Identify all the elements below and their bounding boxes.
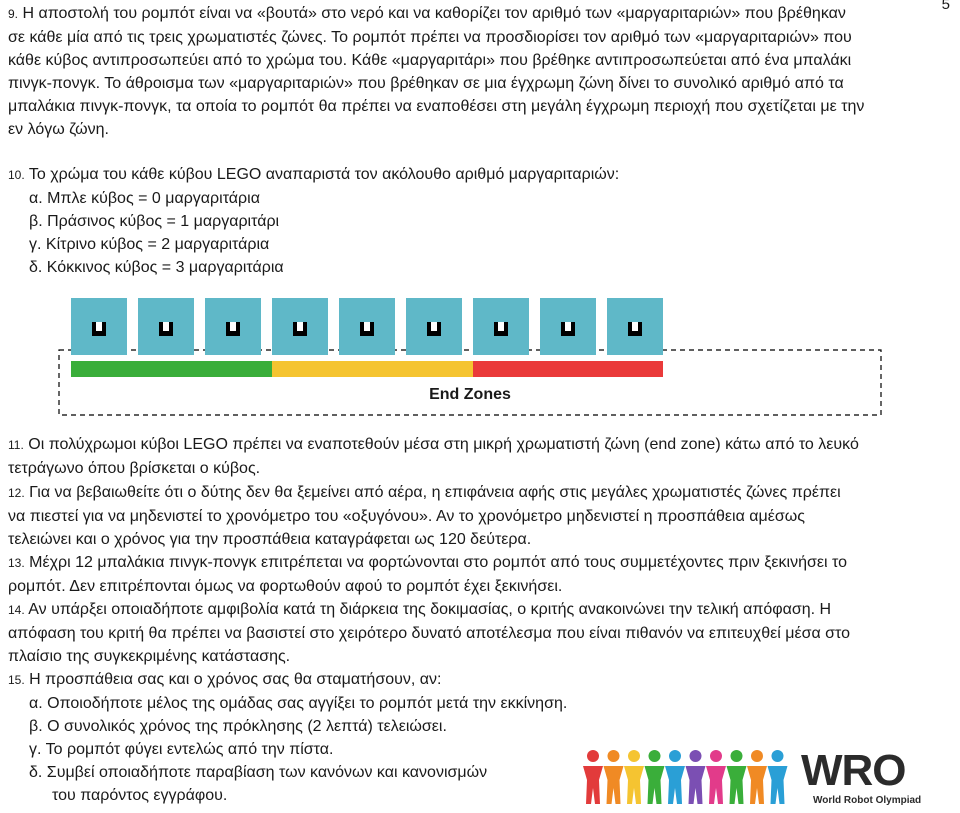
option-a: α. Οποιοδήποτε μέλος της ομάδας σας αγγίξει το ρομπότ μετά την εκκίνηση. bbox=[29, 695, 568, 712]
option-c: γ. Κίτρινο κύβος = 2 μαργαριτάρια bbox=[29, 236, 270, 253]
cube-tile bbox=[607, 298, 663, 355]
option-b: β. Πράσινος κύβος = 1 μαργαριτάρι bbox=[29, 213, 280, 230]
cube-tile bbox=[71, 298, 127, 355]
item-12-line: τελειώνει και ο χρόνος για την προσπάθεια καταγράφεται ως 120 δεύτερα. bbox=[8, 531, 532, 548]
option-a: α. Μπλε κύβος = 0 μαργαριτάρια bbox=[29, 190, 260, 207]
logo-figure bbox=[686, 750, 706, 804]
zone-strip bbox=[71, 361, 663, 377]
logo-figure bbox=[706, 750, 726, 804]
logo-text: WRO bbox=[801, 746, 906, 795]
cube-holder bbox=[92, 322, 106, 336]
item-number: 10. bbox=[8, 168, 25, 182]
line-text: Αν υπάρξει οποιαδήποτε αμφιβολία κατά τη διάρκεια της δοκιμασίας, ο κριτής ανακοινώνει την τελική απόφαση. Η bbox=[28, 601, 832, 618]
item-10 bbox=[8, 163, 953, 279]
cube-holder bbox=[628, 322, 642, 336]
item-14-line bbox=[8, 598, 953, 622]
item-9 bbox=[8, 2, 953, 141]
end-zone-green bbox=[71, 361, 272, 377]
title-text: Η προσπάθεια σας και ο χρόνος σας θα σταματήσουν, αν: bbox=[29, 671, 442, 688]
cube-holder bbox=[159, 322, 173, 336]
logo-figure bbox=[747, 750, 767, 804]
page-number: 5 bbox=[941, 0, 950, 13]
line-text: Μέχρι 12 μπαλάκια πινγκ-πονγκ επιτρέπεται να φορτώνονται στο ρομπότ από τους συμμετέχοντες πριν ξεκινήσει το bbox=[29, 554, 847, 571]
item-number: 15. bbox=[8, 673, 25, 687]
item-9-line bbox=[8, 2, 953, 26]
item-14 bbox=[8, 598, 953, 668]
cube-tiles bbox=[71, 298, 674, 355]
cube-tile bbox=[473, 298, 529, 355]
wro-logo bbox=[583, 744, 948, 808]
logo-subtitle: World Robot Olympiad bbox=[813, 795, 922, 806]
cube-holder bbox=[427, 322, 441, 336]
option-d-continued: του παρόντος εγγράφου. bbox=[52, 787, 228, 804]
item-9-line: πινγκ-πονγκ. Το άθροισμα των «μαργαριταριών» που βρέθηκαν σε μια έγχρωμη ζώνη δίνει το συνολικό αριθμό από τα bbox=[8, 75, 844, 92]
option-c: γ. Το ρομπότ φύγει εντελώς από την πίστα. bbox=[29, 741, 334, 758]
cube-tile bbox=[272, 298, 328, 355]
item-14-line: απόφαση του κριτή θα πρέπει να βασιστεί στο χειρότερο δυνατό αποτέλεσμα που είναι πιθανόν να επιτευχθεί μέσα στο bbox=[8, 625, 851, 642]
cube-tile bbox=[540, 298, 596, 355]
logo-figure bbox=[604, 750, 624, 804]
logo-figure bbox=[768, 750, 788, 804]
title-text: Το χρώμα του κάθε κύβου LEGO αναπαριστά τον ακόλουθο αριθμό μαργαριταριών: bbox=[28, 166, 620, 183]
item-9-line: σε κάθε μία από τις τρεις χρωματιστές ζώνες. Το ρομπότ πρέπει να προσδιορίσει τον αριθμό των «μαργαριταριών» που bbox=[8, 29, 852, 46]
cube-tile bbox=[406, 298, 462, 355]
item-11 bbox=[8, 433, 953, 480]
item-15-title bbox=[8, 668, 953, 692]
item-9-line: κάθε κύβος αντιπροσωπεύει από το χρώμα του. Κάθε «μαργαριτάρι» που βρέθηκε αντιπροσωπεύεται από ένα μπαλάκι bbox=[8, 52, 852, 69]
option-d: δ. Συμβεί οποιαδήποτε παραβίαση των κανόνων και κανονισμών bbox=[29, 764, 488, 781]
cube-tile bbox=[205, 298, 261, 355]
logo-figure bbox=[583, 750, 603, 804]
cube-holder bbox=[293, 322, 307, 336]
line-text: Η αποστολή του ρομπότ είναι να «βουτά» στο νερό και να καθορίζει τον αριθμό των «μαργαριταριών» που βρέθηκαν bbox=[22, 5, 846, 22]
item-number: 12. bbox=[8, 486, 25, 500]
logo-figure bbox=[727, 750, 747, 804]
logo-figure bbox=[645, 750, 665, 804]
item-14-line: πλαίσιο της συγκεκριμένης κατάστασης. bbox=[8, 648, 291, 665]
item-11-line: τετράγωνο όπου βρίσκεται ο κύβος. bbox=[8, 460, 261, 477]
logo-figures bbox=[583, 744, 798, 808]
item-number: 9. bbox=[8, 7, 19, 21]
end-zones-figure bbox=[58, 298, 882, 416]
line-text: Οι πολύχρωμοι κύβοι LEGO πρέπει να εναποτεθούν μέσα στη μικρή χρωματιστή ζώνη (end zone) κάτω από το λευκό bbox=[28, 436, 859, 453]
item-number: 11. bbox=[8, 438, 24, 452]
logo-figure bbox=[624, 750, 644, 804]
cube-tile bbox=[138, 298, 194, 355]
item-number: 13. bbox=[8, 556, 25, 570]
option-b: β. Ο συνολικός χρόνος της πρόκλησης (2 λεπτά) τελειώσει. bbox=[29, 718, 447, 735]
item-number: 14. bbox=[8, 603, 25, 617]
end-zone-red bbox=[473, 361, 663, 377]
item-12-line: να πιεστεί για να μηδενιστεί το χρονόμετρο του «οξυγόνου». Αν το χρονόμετρο μηδενιστεί η προσπάθεια αμέσως bbox=[8, 508, 805, 525]
cube-holder bbox=[494, 322, 508, 336]
item-12-line bbox=[8, 481, 953, 505]
item-13-line bbox=[8, 551, 953, 575]
logo-figure bbox=[665, 750, 685, 804]
end-zones-label: End Zones bbox=[429, 386, 511, 403]
end-zone-yellow bbox=[272, 361, 473, 377]
item-13 bbox=[8, 551, 953, 598]
item-9-line: εν λόγω ζώνη. bbox=[8, 121, 109, 138]
item-9-line: μπαλάκια πινγκ-πονγκ, τα οποία το ρομπότ θα πρέπει να εναποθέσει στη μεγάλη έγχρωμη περιοχή που σχετίζεται με την bbox=[8, 98, 865, 115]
item-12 bbox=[8, 481, 953, 551]
cube-holder bbox=[561, 322, 575, 336]
cube-holder bbox=[360, 322, 374, 336]
line-text: Για να βεβαιωθείτε ότι ο δύτης δεν θα ξεμείνει από αέρα, η επιφάνεια αφής στις μεγάλες χρωματιστές ζώνες πρέπει bbox=[29, 484, 841, 501]
item-10-title bbox=[8, 163, 953, 187]
option-d: δ. Κόκκινος κύβος = 3 μαργαριτάρια bbox=[29, 259, 284, 276]
item-13-line: ρομπότ. Δεν επιτρέπονται όμως να φορτωθούν αφού το ρομπότ έχει ξεκινήσει. bbox=[8, 578, 563, 595]
cube-holder bbox=[226, 322, 240, 336]
cube-tile bbox=[339, 298, 395, 355]
item-11-line bbox=[8, 433, 953, 457]
